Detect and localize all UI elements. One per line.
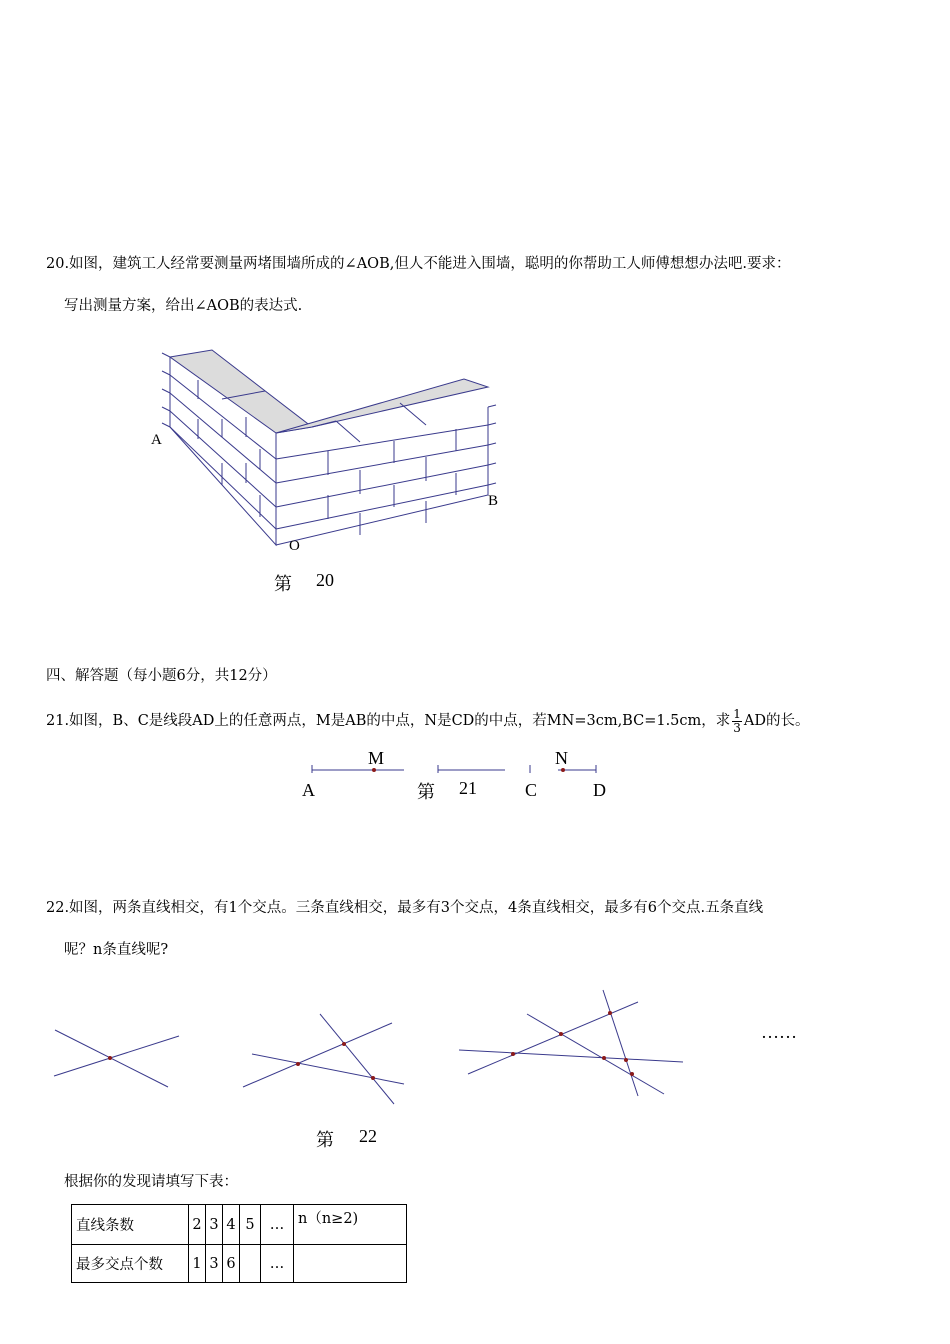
q21-label-n: N bbox=[555, 748, 568, 768]
q21-frac-den: 3 bbox=[733, 720, 741, 735]
q22-text-line2: 呢？n条直线呢? bbox=[64, 942, 169, 958]
q21-caption-di: 第 bbox=[417, 782, 435, 802]
answer-table bbox=[71, 1204, 407, 1283]
q21-frac-num: 1 bbox=[733, 706, 741, 721]
table-row1-header: 直线条数 bbox=[72, 1205, 189, 1245]
q20-text-line2: 写出测量方案，给出∠AOB的表达式. bbox=[64, 298, 303, 314]
table-cell: 3 bbox=[206, 1245, 223, 1283]
table-row bbox=[72, 1245, 407, 1283]
brick-wall-figure bbox=[150, 345, 510, 565]
table-cell: 5 bbox=[240, 1205, 261, 1245]
table-cell-blank[interactable] bbox=[294, 1245, 407, 1283]
q20-text-line1: 20.如图，建筑工人经常要测量两堵围墙所成的∠AOB,但人不能进入围墙，聪明的你帮助工人师傅想想办法吧.要求： bbox=[46, 256, 791, 272]
q21-text-after: AD的长。 bbox=[743, 713, 810, 729]
q22-caption-di: 第 bbox=[316, 1130, 334, 1150]
section-title: 四、解答题（每小题6分，共12分） bbox=[46, 668, 277, 684]
q21-label-a: A bbox=[302, 780, 315, 800]
table-cell: 2 bbox=[189, 1205, 206, 1245]
table-row bbox=[72, 1205, 407, 1245]
q20-label-b: B bbox=[488, 493, 499, 509]
q20-label-a: A bbox=[151, 432, 162, 448]
q20-caption-di: 第 bbox=[274, 574, 292, 594]
table-cell: 3 bbox=[206, 1205, 223, 1245]
table-cell[interactable]: 6 bbox=[223, 1245, 240, 1283]
table-cell: 4 bbox=[223, 1205, 240, 1245]
table-cell: … bbox=[261, 1245, 294, 1283]
q21-text-before: 21.如图，B、C是线段AD上的任意两点，M是AB的中点，N是CD的中点，若MN=3cm,BC=1.5cm，求 bbox=[46, 713, 731, 729]
q22-caption-num: 22 bbox=[359, 1126, 377, 1146]
table-cell: … bbox=[261, 1205, 294, 1245]
table-cell: 1 bbox=[189, 1245, 206, 1283]
q22-text-line1: 22.如图，两条直线相交，有1个交点。三条直线相交，最多有3个交点，4条直线相交，最多有6个交点.五条直线 bbox=[46, 900, 764, 916]
q21-label-c: C bbox=[525, 780, 538, 800]
q21-label-d: D bbox=[593, 780, 606, 800]
q21-caption-num: 21 bbox=[459, 778, 477, 798]
q21-label-m: M bbox=[368, 748, 385, 768]
q21-text bbox=[46, 704, 810, 738]
q22-table-intro: 根据你的发现请填写下表： bbox=[64, 1174, 238, 1190]
wall-top-right bbox=[276, 379, 488, 433]
table-row2-header: 最多交点个数 bbox=[72, 1245, 189, 1283]
q20-caption-num: 20 bbox=[316, 570, 334, 590]
q22-ellipsis: …… bbox=[761, 1022, 797, 1042]
table-cell: n（n≥2) bbox=[294, 1205, 407, 1245]
lines-intersection-figure bbox=[0, 980, 720, 1120]
table-cell-blank[interactable] bbox=[240, 1245, 261, 1283]
q21-fraction bbox=[732, 708, 742, 735]
q20-label-o: O bbox=[289, 538, 300, 554]
